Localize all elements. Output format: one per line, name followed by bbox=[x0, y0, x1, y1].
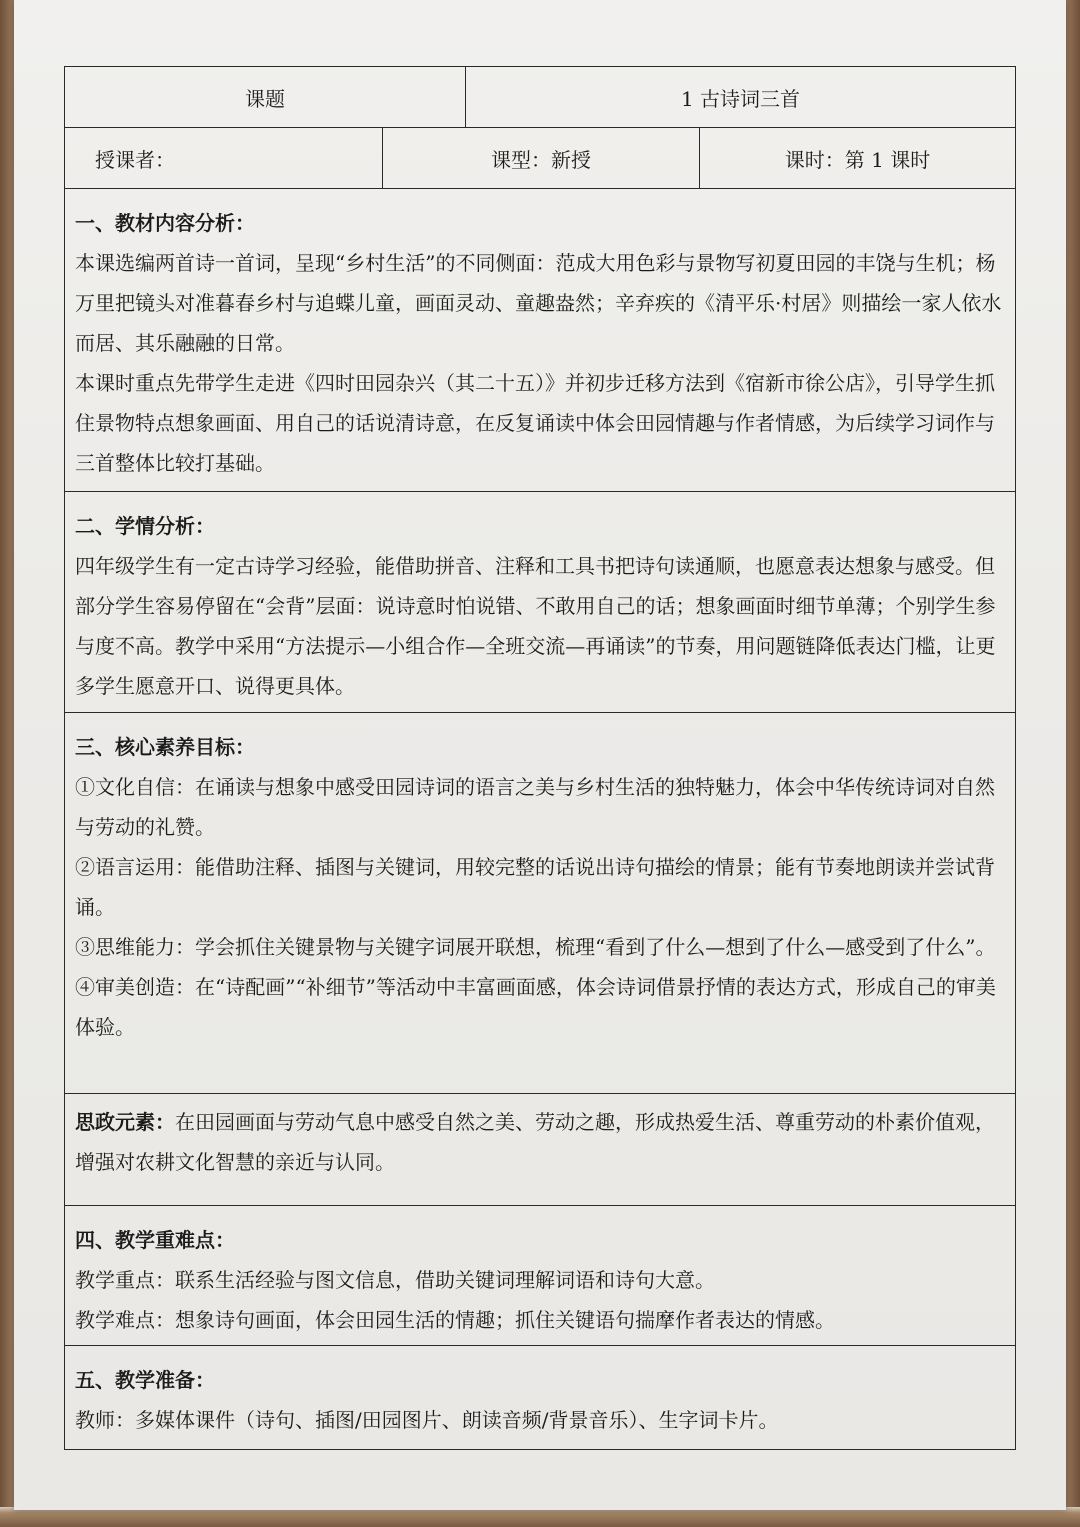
paragraph: 本课时重点先带学生走进《四时田园杂兴（其二十五）》并初步迁移方法到《宿新市徐公店》，引导学生抓住景物特点想象画面、用自己的话说清诗意，在反复诵读中体会田园情趣与作者情感，为后续学习词作与三首整体比较打基础。 bbox=[75, 371, 995, 475]
student-analysis-section bbox=[65, 492, 1015, 712]
section-heading: 四、教学重难点： bbox=[75, 1228, 235, 1252]
lesson-type: 课型：新授 bbox=[382, 128, 699, 188]
topic-value: 1 古诗词三首 bbox=[465, 67, 1015, 127]
teacher-label: 授课者： bbox=[95, 147, 175, 172]
preparation-row bbox=[65, 1346, 1015, 1449]
goal-item: ①文化自信：在诵读与想象中感受田园诗词的语言之美与乡村生活的独特魅力，体会中华传统诗词对自然与劳动的礼赞。 bbox=[75, 775, 995, 839]
ideology-paragraph bbox=[75, 1102, 1005, 1182]
keypoints-row bbox=[65, 1206, 1015, 1346]
lesson-time: 课时：第 1 课时 bbox=[699, 128, 1015, 188]
section-heading: 二、学情分析： bbox=[75, 514, 215, 538]
keypoint-item: 教学重点：联系生活经验与图文信息，借助关键词理解词语和诗句大意。 bbox=[75, 1268, 715, 1292]
ideology-row bbox=[65, 1094, 1015, 1206]
desk-bottom-edge bbox=[0, 1507, 1080, 1527]
info-row bbox=[65, 128, 1015, 189]
keypoints-section bbox=[65, 1206, 845, 1345]
goal-item: ④审美创造：在“诗配画”“补细节”等活动中丰富画面感，体会诗词借景抒情的表达方式，形成自己的审美体验。 bbox=[75, 975, 996, 1039]
lesson-plan-table bbox=[64, 66, 1016, 1450]
core-goals-section bbox=[65, 713, 1015, 1093]
keypoint-item: 教学难点：想象诗句画面，体会田园生活的情趣；抓住关键语句揣摩作者表达的情感。 bbox=[75, 1308, 835, 1332]
section-heading: 三、核心素养目标： bbox=[75, 735, 255, 759]
goal-item: ②语言运用：能借助注释、插图与关键词，用较完整的话说出诗句描绘的情景；能有节奏地朗读并尝试背诵。 bbox=[75, 855, 995, 919]
ideology-label: 思政元素： bbox=[75, 1110, 175, 1134]
preparation-section bbox=[65, 1346, 788, 1449]
ideology-section bbox=[65, 1094, 1015, 1205]
paragraph: 四年级学生有一定古诗学习经验，能借助拼音、注释和工具书把诗句读通顺，也愿意表达想象与感受。但部分学生容易停留在“会背”层面：说诗意时怕说错、不敢用自己的话；想象画面时细节单薄；个别学生参与度不高。教学中采用“方法提示—小组合作—全班交流—再诵读”的节奏，用问题链降低表达门槛，让更多学生愿意开口、说得更具体。 bbox=[75, 554, 996, 698]
goal-item: ③思维能力：学会抓住关键景物与关键字词展开联想，梳理“看到了什么—想到了什么—感受到了什么”。 bbox=[75, 935, 996, 959]
textbook-analysis-row bbox=[65, 189, 1015, 492]
topic-label: 课题 bbox=[245, 86, 285, 111]
core-goals-row bbox=[65, 713, 1015, 1094]
section-heading: 一、教材内容分析： bbox=[75, 211, 255, 235]
student-analysis-row bbox=[65, 492, 1015, 713]
textbook-analysis-section bbox=[65, 189, 1015, 491]
preparation-item: 教师：多媒体课件（诗句、插图/田园图片、朗读音频/背景音乐）、生字词卡片。 bbox=[75, 1408, 779, 1432]
paragraph: 本课选编两首诗一首词，呈现“乡村生活”的不同侧面：范成大用色彩与景物写初夏田园的丰饶与生机；杨万里把镜头对准暮春乡村与追蝶儿童，画面灵动、童趣盎然；辛弃疾的《清平乐·村居》则描绘一家人依水而居、其乐融融的日常。 bbox=[75, 251, 1002, 355]
paper-sheet bbox=[14, 0, 1066, 1510]
title-row bbox=[65, 67, 1015, 128]
ideology-text: 在田园画面与劳动气息中感受自然之美、劳动之趣，形成热爱生活、尊重劳动的朴素价值观，增强对农耕文化智慧的亲近与认同。 bbox=[75, 1110, 995, 1174]
section-heading: 五、教学准备： bbox=[75, 1368, 215, 1392]
